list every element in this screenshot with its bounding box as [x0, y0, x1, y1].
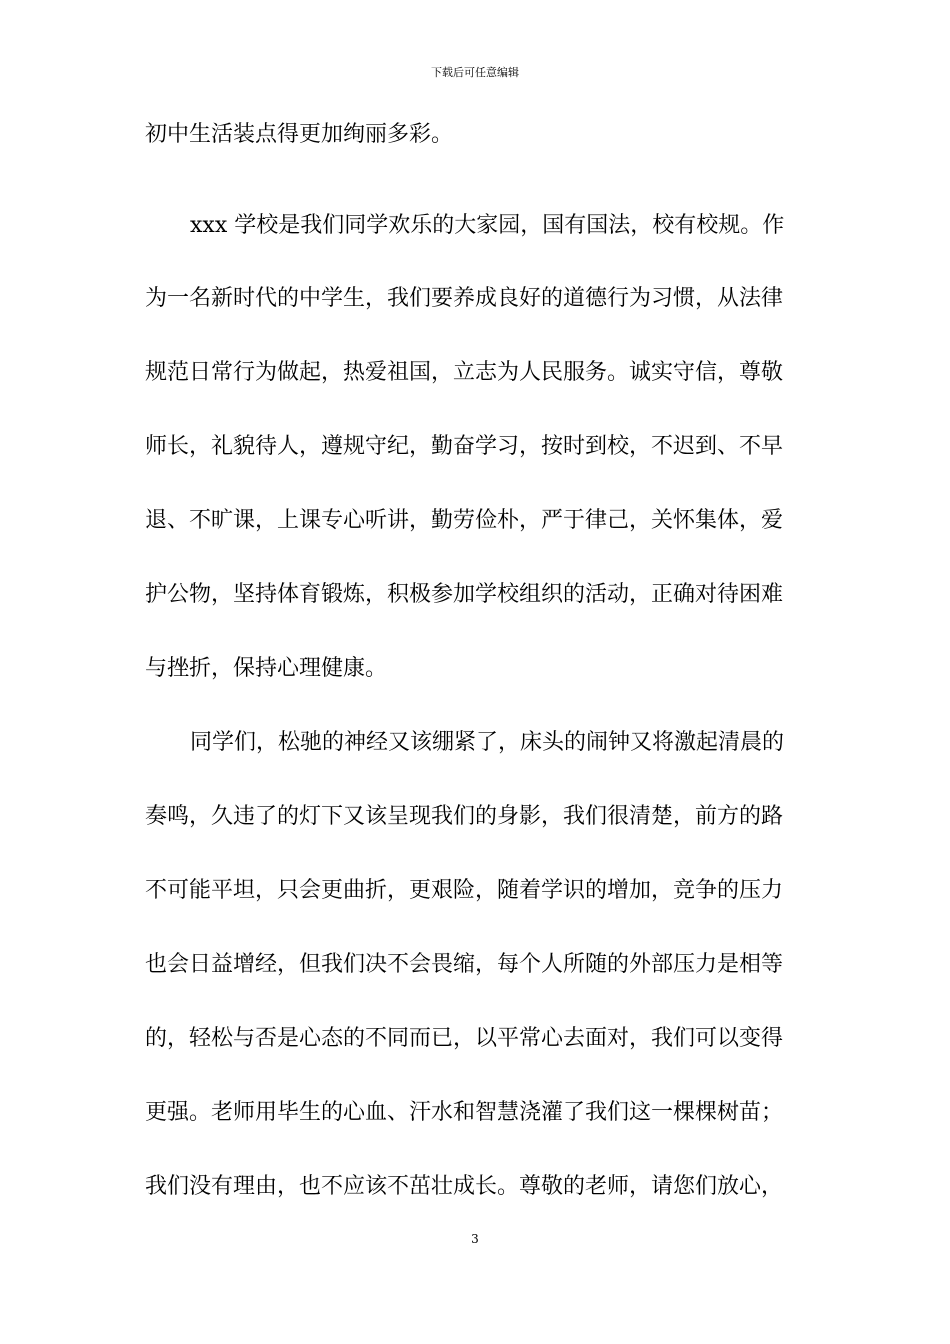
page-header: 下载后可任意编辑 — [431, 66, 519, 79]
text-line: 初中生活装点得更加绚丽多彩。 — [145, 122, 454, 147]
text-line: 师长，礼貌待人，遵规守纪，勤奋学习，按时到校，不迟到、不早 — [145, 434, 784, 459]
page-number: 3 — [471, 1232, 479, 1246]
text-line: 不可能平坦，只会更曲折，更艰险，随着学识的增加，竞争的压力 — [145, 878, 784, 903]
text-line: 更强。老师用毕生的心血、汗水和智慧浇灌了我们这一棵棵树苗； — [145, 1100, 784, 1125]
text-line: 的，轻松与否是心态的不同而已，以平常心去面对，我们可以变得 — [145, 1026, 784, 1051]
text-line: 也会日益增经，但我们决不会畏缩，每个人所随的外部压力是相等 — [145, 952, 784, 977]
text-line: 奏鸣，久违了的灯下又该呈现我们的身影，我们很清楚，前方的路 — [145, 804, 784, 829]
text-line: 为一名新时代的中学生，我们要养成良好的道德行为习惯，从法律 — [145, 286, 784, 311]
paragraph-first-line: xxx 学校是我们同学欢乐的大家园，国有国法，校有校规。作 — [190, 213, 785, 238]
text-line: 我们没有理由，也不应该不茁壮成长。尊敬的老师，请您们放心， — [145, 1174, 784, 1199]
paragraph-first-line: 同学们，松驰的神经又该绷紧了，床头的闹钟又将激起清晨的 — [190, 730, 785, 755]
text-line: 退、不旷课，上课专心听讲，勤劳俭朴，严于律己，关怀集体，爱 — [145, 508, 784, 533]
text-line: 护公物，坚持体育锻炼，积极参加学校组织的活动，正确对待困难 — [145, 582, 784, 607]
text-line: 与挫折，保持心理健康。 — [145, 656, 388, 681]
text-line: 规范日常行为做起，热爱祖国，立志为人民服务。诚实守信，尊敬 — [145, 360, 784, 385]
